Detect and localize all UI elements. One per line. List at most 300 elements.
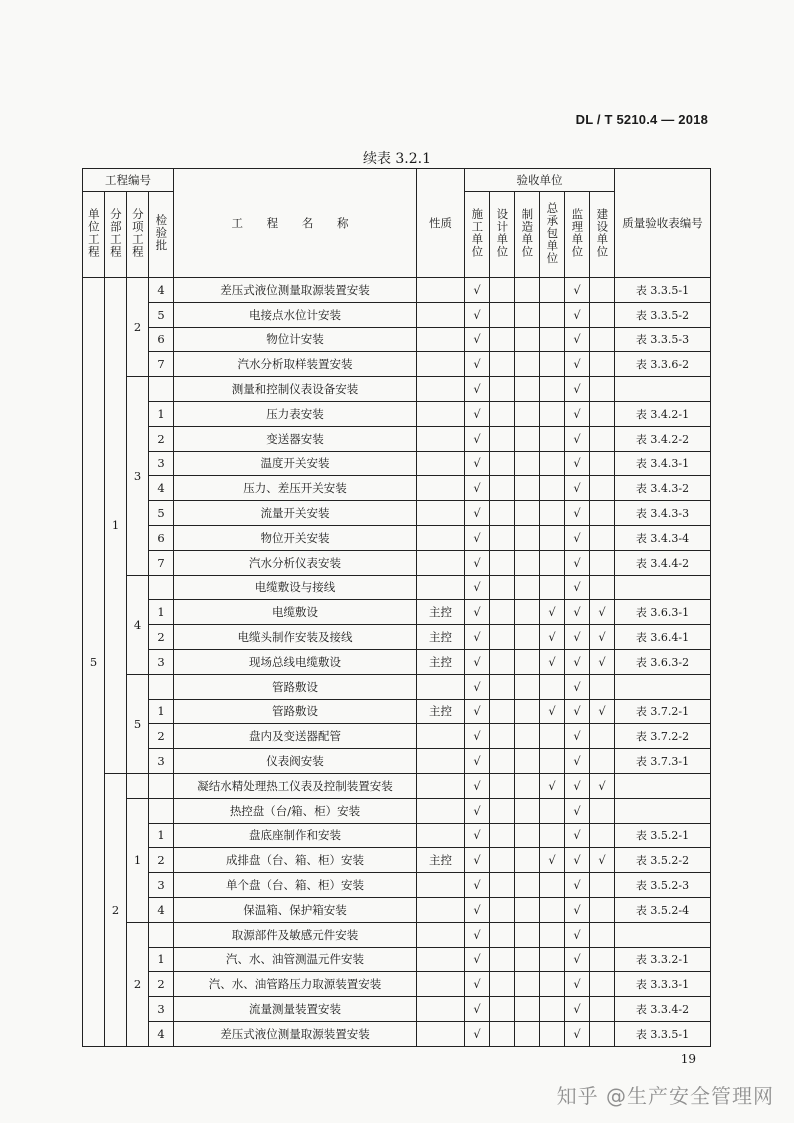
- inspection-batch-cell: 2: [149, 724, 174, 749]
- sub-project-cell: 2: [105, 773, 127, 1046]
- header-construction-unit: 施工单位: [465, 192, 490, 278]
- check-owner-cell: [590, 922, 615, 947]
- table-row: [83, 798, 711, 823]
- check-contractor-cell: √: [540, 600, 565, 625]
- project-name-cell: 电缆敷设与接线: [174, 575, 417, 600]
- inspection-batch-cell: 1: [149, 823, 174, 848]
- check-owner-cell: [590, 426, 615, 451]
- check-construction-cell: √: [465, 897, 490, 922]
- project-name-cell: 电缆头制作安装及接线: [174, 625, 417, 650]
- table-row: [83, 401, 711, 426]
- check-construction-cell: √: [465, 997, 490, 1022]
- check-contractor-cell: √: [540, 773, 565, 798]
- check-owner-cell: [590, 401, 615, 426]
- check-construction-cell: √: [465, 699, 490, 724]
- item-project-cell: 4: [127, 575, 149, 674]
- check-construction-cell: √: [465, 600, 490, 625]
- inspection-batch-cell: 7: [149, 352, 174, 377]
- check-owner-cell: √: [590, 625, 615, 650]
- nature-cell: [417, 873, 465, 898]
- project-name-cell: 汽、水、油管测温元件安装: [174, 947, 417, 972]
- check-owner-cell: [590, 302, 615, 327]
- check-owner-cell: [590, 550, 615, 575]
- watermark: 知乎 @生产安全管理网: [556, 1084, 774, 1108]
- nature-cell: [417, 278, 465, 303]
- project-name-cell: 电缆敷设: [174, 600, 417, 625]
- check-construction-cell: √: [465, 873, 490, 898]
- form-number-cell: 表 3.4.3-2: [615, 476, 711, 501]
- header-owner-unit: 建设单位: [590, 192, 615, 278]
- check-owner-cell: √: [590, 699, 615, 724]
- form-number-cell: 表 3.3.2-1: [615, 947, 711, 972]
- unit-project-cell: 5: [83, 278, 105, 1047]
- check-manufacture-cell: [515, 501, 540, 526]
- inspection-batch-cell: 2: [149, 972, 174, 997]
- form-number-cell: 表 3.4.3-3: [615, 501, 711, 526]
- check-owner-cell: [590, 972, 615, 997]
- check-manufacture-cell: [515, 649, 540, 674]
- header-acceptance-unit: 验收单位: [465, 169, 615, 192]
- check-supervision-cell: √: [565, 848, 590, 873]
- check-construction-cell: √: [465, 823, 490, 848]
- table-row: [83, 426, 711, 451]
- check-manufacture-cell: [515, 773, 540, 798]
- project-name-cell: 仪表阀安装: [174, 749, 417, 774]
- check-owner-cell: [590, 947, 615, 972]
- check-contractor-cell: [540, 278, 565, 303]
- check-design-cell: [490, 773, 515, 798]
- check-construction-cell: √: [465, 525, 490, 550]
- check-owner-cell: [590, 997, 615, 1022]
- inspection-batch-cell: 3: [149, 749, 174, 774]
- inspection-batch-cell: 6: [149, 525, 174, 550]
- nature-cell: [417, 451, 465, 476]
- check-design-cell: [490, 327, 515, 352]
- check-supervision-cell: √: [565, 724, 590, 749]
- check-design-cell: [490, 302, 515, 327]
- check-contractor-cell: [540, 401, 565, 426]
- check-design-cell: [490, 1021, 515, 1046]
- inspection-batch-cell: [149, 798, 174, 823]
- check-manufacture-cell: [515, 699, 540, 724]
- check-design-cell: [490, 501, 515, 526]
- project-name-cell: 保温箱、保护箱安装: [174, 897, 417, 922]
- nature-cell: 主控: [417, 649, 465, 674]
- check-supervision-cell: √: [565, 550, 590, 575]
- check-manufacture-cell: [515, 451, 540, 476]
- check-owner-cell: [590, 476, 615, 501]
- check-manufacture-cell: [515, 476, 540, 501]
- check-supervision-cell: √: [565, 699, 590, 724]
- nature-cell: [417, 1021, 465, 1046]
- check-contractor-cell: [540, 451, 565, 476]
- form-number-cell: 表 3.3.3-1: [615, 972, 711, 997]
- check-supervision-cell: √: [565, 649, 590, 674]
- table-row: [83, 873, 711, 898]
- project-name-cell: 压力、差压开关安装: [174, 476, 417, 501]
- check-design-cell: [490, 278, 515, 303]
- project-name-cell: 汽水分析仪表安装: [174, 550, 417, 575]
- check-supervision-cell: √: [565, 600, 590, 625]
- check-manufacture-cell: [515, 724, 540, 749]
- project-name-cell: 管路敷设: [174, 699, 417, 724]
- check-contractor-cell: [540, 997, 565, 1022]
- check-supervision-cell: √: [565, 997, 590, 1022]
- inspection-batch-cell: 3: [149, 451, 174, 476]
- project-name-cell: 汽水分析取样装置安装: [174, 352, 417, 377]
- project-name-cell: 测量和控制仪表设备安装: [174, 377, 417, 402]
- table-row: [83, 352, 711, 377]
- project-name-cell: 盘底座制作和安装: [174, 823, 417, 848]
- check-contractor-cell: [540, 897, 565, 922]
- form-number-cell: 表 3.7.2-2: [615, 724, 711, 749]
- check-supervision-cell: √: [565, 972, 590, 997]
- inspection-batch-cell: 6: [149, 327, 174, 352]
- table-title: 续表 3.2.1: [362, 151, 432, 167]
- check-construction-cell: √: [465, 625, 490, 650]
- check-supervision-cell: √: [565, 873, 590, 898]
- project-name-cell: 电接点水位计安装: [174, 302, 417, 327]
- item-project-cell: 2: [127, 278, 149, 377]
- project-name-cell: 物位开关安装: [174, 525, 417, 550]
- check-contractor-cell: [540, 426, 565, 451]
- inspection-batch-cell: [149, 575, 174, 600]
- check-contractor-cell: [540, 749, 565, 774]
- check-manufacture-cell: [515, 401, 540, 426]
- nature-cell: [417, 401, 465, 426]
- nature-cell: 主控: [417, 600, 465, 625]
- table-row: [83, 649, 711, 674]
- inspection-batch-cell: 2: [149, 426, 174, 451]
- check-supervision-cell: √: [565, 1021, 590, 1046]
- check-manufacture-cell: [515, 278, 540, 303]
- inspection-batch-cell: 1: [149, 600, 174, 625]
- form-number-cell: [615, 922, 711, 947]
- project-name-cell: 流量测量装置安装: [174, 997, 417, 1022]
- check-design-cell: [490, 352, 515, 377]
- inspection-batch-cell: 4: [149, 897, 174, 922]
- table-row: [83, 625, 711, 650]
- check-construction-cell: √: [465, 972, 490, 997]
- project-name-cell: 取源部件及敏感元件安装: [174, 922, 417, 947]
- project-name-cell: 温度开关安装: [174, 451, 417, 476]
- form-number-cell: [615, 377, 711, 402]
- check-supervision-cell: √: [565, 401, 590, 426]
- nature-cell: [417, 972, 465, 997]
- header-design-unit: 设计单位: [490, 192, 515, 278]
- page-number: 19: [680, 1052, 696, 1066]
- check-design-cell: [490, 724, 515, 749]
- nature-cell: [417, 550, 465, 575]
- inspection-batch-cell: 4: [149, 278, 174, 303]
- check-manufacture-cell: [515, 972, 540, 997]
- nature-cell: [417, 922, 465, 947]
- check-design-cell: [490, 476, 515, 501]
- nature-cell: [417, 897, 465, 922]
- inspection-batch-cell: 3: [149, 997, 174, 1022]
- item-project-cell: 1: [127, 798, 149, 922]
- project-name-cell: 压力表安装: [174, 401, 417, 426]
- check-construction-cell: √: [465, 749, 490, 774]
- form-number-cell: [615, 773, 711, 798]
- check-design-cell: [490, 401, 515, 426]
- check-manufacture-cell: [515, 525, 540, 550]
- check-contractor-cell: [540, 302, 565, 327]
- nature-cell: [417, 997, 465, 1022]
- table-row: [83, 823, 711, 848]
- nature-cell: [417, 426, 465, 451]
- form-number-cell: 表 3.5.2-3: [615, 873, 711, 898]
- project-name-cell: 单个盘（台、箱、柜）安装: [174, 873, 417, 898]
- inspection-batch-cell: [149, 773, 174, 798]
- check-owner-cell: [590, 525, 615, 550]
- form-number-cell: 表 3.5.2-1: [615, 823, 711, 848]
- check-supervision-cell: √: [565, 823, 590, 848]
- check-manufacture-cell: [515, 302, 540, 327]
- check-manufacture-cell: [515, 947, 540, 972]
- acceptance-table-container: [82, 168, 711, 1047]
- check-owner-cell: [590, 278, 615, 303]
- check-owner-cell: [590, 1021, 615, 1046]
- check-supervision-cell: √: [565, 749, 590, 774]
- table-row: [83, 278, 711, 303]
- table-row: [83, 674, 711, 699]
- header-inspection-batch: 检验批: [149, 192, 174, 278]
- nature-cell: [417, 327, 465, 352]
- check-owner-cell: [590, 724, 615, 749]
- table-row: [83, 550, 711, 575]
- inspection-batch-cell: 7: [149, 550, 174, 575]
- form-number-cell: 表 3.3.5-3: [615, 327, 711, 352]
- table-row: [83, 525, 711, 550]
- check-supervision-cell: √: [565, 525, 590, 550]
- project-name-cell: 差压式液位测量取源装置安装: [174, 1021, 417, 1046]
- check-manufacture-cell: [515, 575, 540, 600]
- check-supervision-cell: √: [565, 426, 590, 451]
- table-row: [83, 1021, 711, 1046]
- check-contractor-cell: √: [540, 699, 565, 724]
- check-contractor-cell: [540, 377, 565, 402]
- form-number-cell: 表 3.5.2-2: [615, 848, 711, 873]
- check-design-cell: [490, 749, 515, 774]
- check-owner-cell: [590, 873, 615, 898]
- check-manufacture-cell: [515, 749, 540, 774]
- check-design-cell: [490, 699, 515, 724]
- project-name-cell: 盘内及变送器配管: [174, 724, 417, 749]
- project-name-cell: 差压式液位测量取源装置安装: [174, 278, 417, 303]
- check-owner-cell: [590, 501, 615, 526]
- check-manufacture-cell: [515, 426, 540, 451]
- table-row: [83, 773, 711, 798]
- check-manufacture-cell: [515, 1021, 540, 1046]
- inspection-batch-cell: 4: [149, 476, 174, 501]
- check-design-cell: [490, 550, 515, 575]
- check-design-cell: [490, 625, 515, 650]
- form-number-cell: [615, 575, 711, 600]
- check-design-cell: [490, 848, 515, 873]
- check-contractor-cell: [540, 724, 565, 749]
- check-owner-cell: [590, 749, 615, 774]
- check-contractor-cell: [540, 352, 565, 377]
- check-contractor-cell: [540, 947, 565, 972]
- check-contractor-cell: √: [540, 649, 565, 674]
- check-contractor-cell: [540, 550, 565, 575]
- form-number-cell: 表 3.3.4-2: [615, 997, 711, 1022]
- check-owner-cell: √: [590, 649, 615, 674]
- check-manufacture-cell: [515, 377, 540, 402]
- inspection-batch-cell: 5: [149, 302, 174, 327]
- check-design-cell: [490, 897, 515, 922]
- form-number-cell: 表 3.3.5-1: [615, 278, 711, 303]
- nature-cell: [417, 823, 465, 848]
- check-construction-cell: √: [465, 451, 490, 476]
- nature-cell: [417, 501, 465, 526]
- check-supervision-cell: √: [565, 501, 590, 526]
- check-construction-cell: √: [465, 327, 490, 352]
- form-number-cell: 表 3.4.4-2: [615, 550, 711, 575]
- form-number-cell: 表 3.4.3-1: [615, 451, 711, 476]
- inspection-batch-cell: 3: [149, 873, 174, 898]
- check-contractor-cell: [540, 674, 565, 699]
- check-construction-cell: √: [465, 550, 490, 575]
- item-project-cell: [127, 773, 149, 798]
- check-design-cell: [490, 649, 515, 674]
- table-row: [83, 476, 711, 501]
- check-design-cell: [490, 947, 515, 972]
- check-supervision-cell: √: [565, 798, 590, 823]
- nature-cell: [417, 476, 465, 501]
- check-owner-cell: √: [590, 773, 615, 798]
- inspection-batch-cell: 1: [149, 401, 174, 426]
- table-row: [83, 699, 711, 724]
- inspection-batch-cell: 3: [149, 649, 174, 674]
- check-design-cell: [490, 873, 515, 898]
- nature-cell: [417, 798, 465, 823]
- project-name-cell: 变送器安装: [174, 426, 417, 451]
- check-owner-cell: √: [590, 848, 615, 873]
- table-row: [83, 327, 711, 352]
- check-supervision-cell: √: [565, 625, 590, 650]
- check-design-cell: [490, 451, 515, 476]
- inspection-batch-cell: 1: [149, 699, 174, 724]
- header-sub-project: 分部工程: [105, 192, 127, 278]
- item-project-cell: 5: [127, 674, 149, 773]
- check-contractor-cell: [540, 1021, 565, 1046]
- nature-cell: [417, 773, 465, 798]
- check-construction-cell: √: [465, 848, 490, 873]
- table-row: [83, 377, 711, 402]
- form-number-cell: 表 3.6.3-2: [615, 649, 711, 674]
- nature-cell: [417, 674, 465, 699]
- table-row: [83, 501, 711, 526]
- check-construction-cell: √: [465, 798, 490, 823]
- header-unit-project: 单位工程: [83, 192, 105, 278]
- check-owner-cell: [590, 377, 615, 402]
- form-number-cell: 表 3.7.3-1: [615, 749, 711, 774]
- inspection-batch-cell: [149, 922, 174, 947]
- check-contractor-cell: [540, 873, 565, 898]
- project-name-cell: 物位计安装: [174, 327, 417, 352]
- check-supervision-cell: √: [565, 947, 590, 972]
- inspection-batch-cell: 2: [149, 848, 174, 873]
- project-name-cell: 管路敷设: [174, 674, 417, 699]
- check-manufacture-cell: [515, 674, 540, 699]
- check-construction-cell: √: [465, 575, 490, 600]
- check-contractor-cell: [540, 823, 565, 848]
- check-design-cell: [490, 972, 515, 997]
- check-manufacture-cell: [515, 997, 540, 1022]
- check-construction-cell: √: [465, 426, 490, 451]
- check-manufacture-cell: [515, 600, 540, 625]
- form-number-cell: 表 3.4.3-4: [615, 525, 711, 550]
- nature-cell: [417, 352, 465, 377]
- check-contractor-cell: [540, 575, 565, 600]
- table-row: [83, 972, 711, 997]
- table-row: [83, 997, 711, 1022]
- check-owner-cell: √: [590, 600, 615, 625]
- check-contractor-cell: [540, 972, 565, 997]
- check-owner-cell: [590, 575, 615, 600]
- header-project-number: 工程编号: [83, 169, 174, 192]
- check-construction-cell: √: [465, 674, 490, 699]
- item-project-cell: 2: [127, 922, 149, 1046]
- form-number-cell: [615, 798, 711, 823]
- project-name-cell: 汽、水、油管路压力取源装置安装: [174, 972, 417, 997]
- table-row: [83, 897, 711, 922]
- check-design-cell: [490, 997, 515, 1022]
- form-number-cell: 表 3.5.2-4: [615, 897, 711, 922]
- check-construction-cell: √: [465, 922, 490, 947]
- nature-cell: [417, 525, 465, 550]
- header-item-project: 分项工程: [127, 192, 149, 278]
- check-supervision-cell: √: [565, 922, 590, 947]
- check-owner-cell: [590, 674, 615, 699]
- check-owner-cell: [590, 352, 615, 377]
- check-supervision-cell: √: [565, 377, 590, 402]
- inspection-batch-cell: 2: [149, 625, 174, 650]
- check-construction-cell: √: [465, 724, 490, 749]
- form-number-cell: 表 3.6.4-1: [615, 625, 711, 650]
- check-manufacture-cell: [515, 625, 540, 650]
- header-supervision-unit: 监理单位: [565, 192, 590, 278]
- check-supervision-cell: √: [565, 476, 590, 501]
- check-contractor-cell: [540, 798, 565, 823]
- acceptance-table: [82, 168, 711, 1047]
- check-supervision-cell: √: [565, 451, 590, 476]
- check-supervision-cell: √: [565, 773, 590, 798]
- check-manufacture-cell: [515, 327, 540, 352]
- check-contractor-cell: [540, 327, 565, 352]
- check-supervision-cell: √: [565, 278, 590, 303]
- nature-cell: [417, 302, 465, 327]
- check-manufacture-cell: [515, 897, 540, 922]
- check-construction-cell: √: [465, 501, 490, 526]
- check-owner-cell: [590, 823, 615, 848]
- header-form-number: 质量验收表编号: [615, 169, 711, 278]
- check-design-cell: [490, 922, 515, 947]
- check-design-cell: [490, 798, 515, 823]
- check-construction-cell: √: [465, 352, 490, 377]
- table-row: [83, 947, 711, 972]
- document-code: DL / T 5210.4 — 2018: [575, 112, 708, 127]
- check-owner-cell: [590, 798, 615, 823]
- check-manufacture-cell: [515, 922, 540, 947]
- check-owner-cell: [590, 451, 615, 476]
- table-row: [83, 600, 711, 625]
- check-design-cell: [490, 525, 515, 550]
- check-construction-cell: √: [465, 773, 490, 798]
- check-supervision-cell: √: [565, 302, 590, 327]
